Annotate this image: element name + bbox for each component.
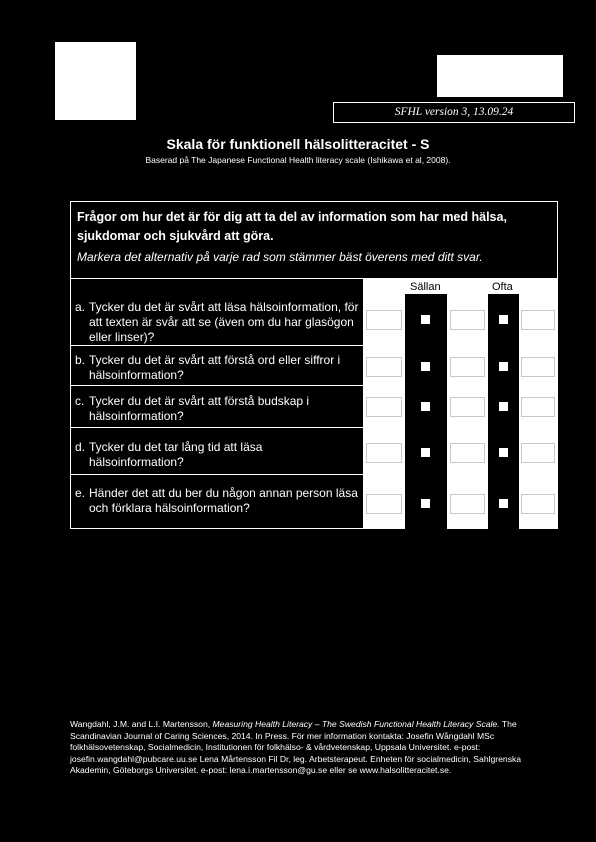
question-b: b. Tycker du det är svårt att förstå ord eller siffror i hälsoinformation? — [75, 353, 341, 382]
answer-box[interactable] — [521, 443, 555, 463]
answer-box[interactable] — [366, 397, 402, 417]
page-title: Skala för funktionell hälsolitteracitet - S — [166, 136, 430, 152]
checkbox-sallan-a[interactable] — [420, 314, 431, 325]
answer-box[interactable] — [521, 310, 555, 330]
checkbox-ofta-b[interactable] — [498, 361, 509, 372]
footer-authors: Wangdahl, J.M. and L.I. Martensson, — [70, 719, 213, 729]
answer-box[interactable] — [521, 357, 555, 377]
page-subtitle: Baserad på The Japanese Functional Health literacy scale (Ishikawa et al, 2008). — [145, 155, 451, 165]
answer-box[interactable] — [450, 357, 485, 377]
column-label-sallan: Sällan — [410, 281, 441, 293]
row-divider — [70, 385, 363, 386]
logo-placeholder — [55, 42, 136, 120]
id-box — [437, 55, 563, 97]
answer-box[interactable] — [366, 310, 402, 330]
row-divider — [70, 474, 363, 475]
row-divider — [70, 345, 363, 346]
checkbox-ofta-d[interactable] — [498, 447, 509, 458]
answer-box[interactable] — [450, 443, 485, 463]
answer-box[interactable] — [366, 357, 402, 377]
answer-box[interactable] — [450, 397, 485, 417]
checkbox-sallan-b[interactable] — [420, 361, 431, 372]
answer-box[interactable] — [521, 397, 555, 417]
question-heading: Frågor om hur det är för dig att ta del av information som har med hälsa, sjukdomar och sjukvård att göra. — [77, 210, 507, 243]
checkbox-ofta-a[interactable] — [498, 314, 509, 325]
question-d: d. Tycker du det tar lång tid att läsa hälsoinformation? — [75, 440, 263, 469]
question-c: c. Tycker du det är svårt att förstå budskap i hälsoinformation? — [75, 394, 310, 423]
checkbox-ofta-e[interactable] — [498, 498, 509, 509]
footer-article-title: Measuring Health Literacy – The Swedish Functional Health Literacy Scale. — [212, 719, 500, 729]
answer-box[interactable] — [366, 494, 402, 514]
answer-box[interactable] — [450, 310, 485, 330]
footer-reference — [70, 719, 540, 777]
checkbox-sallan-d[interactable] — [420, 447, 431, 458]
row-divider — [70, 427, 363, 428]
question-instruction: Markera det alternativ på varje rad som stämmer bäst överens med ditt svar. — [77, 250, 483, 264]
question-e: e. Händer det att du ber du någon annan person läsa och förklara hälsoinformation? — [75, 486, 358, 515]
checkbox-sallan-e[interactable] — [420, 498, 431, 509]
question-header — [70, 201, 558, 279]
checkbox-sallan-c[interactable] — [420, 401, 431, 412]
question-a: a. Tycker du det är svårt att läsa hälsoinformation, för att texten är svår att se (även om du har glasögon eller linser)? — [75, 300, 359, 344]
answer-box[interactable] — [366, 443, 402, 463]
version-label: SFHL version 3, 13.09.24 — [333, 102, 575, 123]
answer-box[interactable] — [521, 494, 555, 514]
answer-box[interactable] — [450, 494, 485, 514]
checkbox-ofta-c[interactable] — [498, 401, 509, 412]
footer-journal: The Scandinavian Journal of Caring Sciences, 2014. In Press. För mer information kontakta: Josefin Wångdahl MSc folkhälsovetenskap, Socialmedicin, Institutionen för folkhälso- & vårdvetenskap, Uppsala Universitet. e-post: josefin.wangdahl@pubcare.uu.se Lena Mårtensson Fil Dr, leg. Arbetsterapeut. Enheten för socialmedicin, Sahlgrenska Akademin, Göteborgs Universitet. e-post: lena.i.martensson@gu.se eller se www.halsolitteracitet.se. — [70, 719, 522, 776]
column-label-ofta: Ofta — [492, 281, 513, 293]
